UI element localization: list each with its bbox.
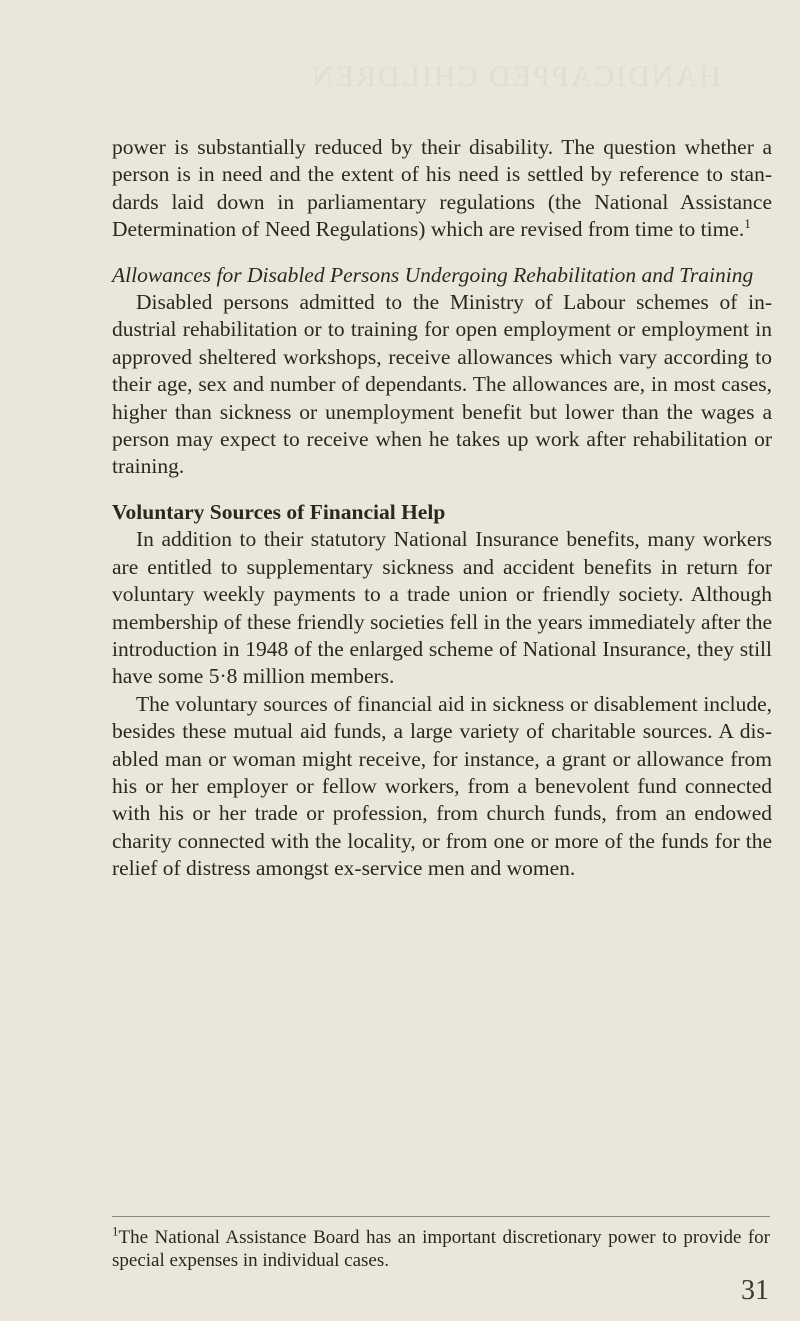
section-heading-voluntary: Voluntary Sources of Financial Help xyxy=(112,499,446,524)
paragraph-allowances: Disabled persons admitted to the Ministry of Labour schemes of in- dustrial rehabilitation or to training for open employment or employment in approved sheltered workshops, receive allowances which vary according to their age, sex and number of dependants. The allowances are, in most cases, higher than sickness or unemployment benefit but lower than the wages a person may expect to receive when he takes up work after rehabilitation or training. xyxy=(112,290,772,479)
section-heading-allowances: Allowances for Disabled Persons Undergoing Rehabilitation and Training xyxy=(112,262,754,287)
page-number: 31 xyxy=(741,1275,769,1306)
paragraph-continued xyxy=(112,134,772,244)
footnote-text: The National Assistance Board has an important discretionary power to provide for special expenses in individual cases. xyxy=(112,1227,770,1271)
bleed-through-heading: HANDICAPPED CHILDREN xyxy=(310,60,721,93)
paragraph-voluntary-1: In addition to their statutory National Insurance benefits, many workers are entitled to supplementary sickness and accident benefits in return for voluntary weekly payments to a trade union or friendly society. Although membership of these friendly societies fell in the years immediately after the introduction in 1948 of the enlarged scheme of National Insurance, they still have some 5·8 million members. xyxy=(112,527,772,689)
footnote-reference: 1 xyxy=(744,216,751,232)
footnote xyxy=(112,1223,770,1272)
footnote-marker: 1 xyxy=(112,1223,119,1239)
paragraph-voluntary-2: The voluntary sources of financial aid in sickness or disablement include, besides these mutual aid funds, a large variety of charitable sources. A dis- abled man or woman might receive, for instance, a grant or allowance from his or her employer or fellow workers, from a benevolent fund connected with his or her trade or profession, from church funds, from an endowed charity connected with the locality, or from one or more of the funds for the relief of distress amongst ex-service men and women. xyxy=(112,691,772,881)
paragraph-1-text: power is substantially reduced by their disability. The question whether a person is in need and the extent of his need is settled by reference to stan- dards laid down in parliamentary regulations (the National Assistance Determination of Need Regulations) which are revised from time to time. xyxy=(112,135,772,242)
footnote-divider xyxy=(112,1216,770,1217)
